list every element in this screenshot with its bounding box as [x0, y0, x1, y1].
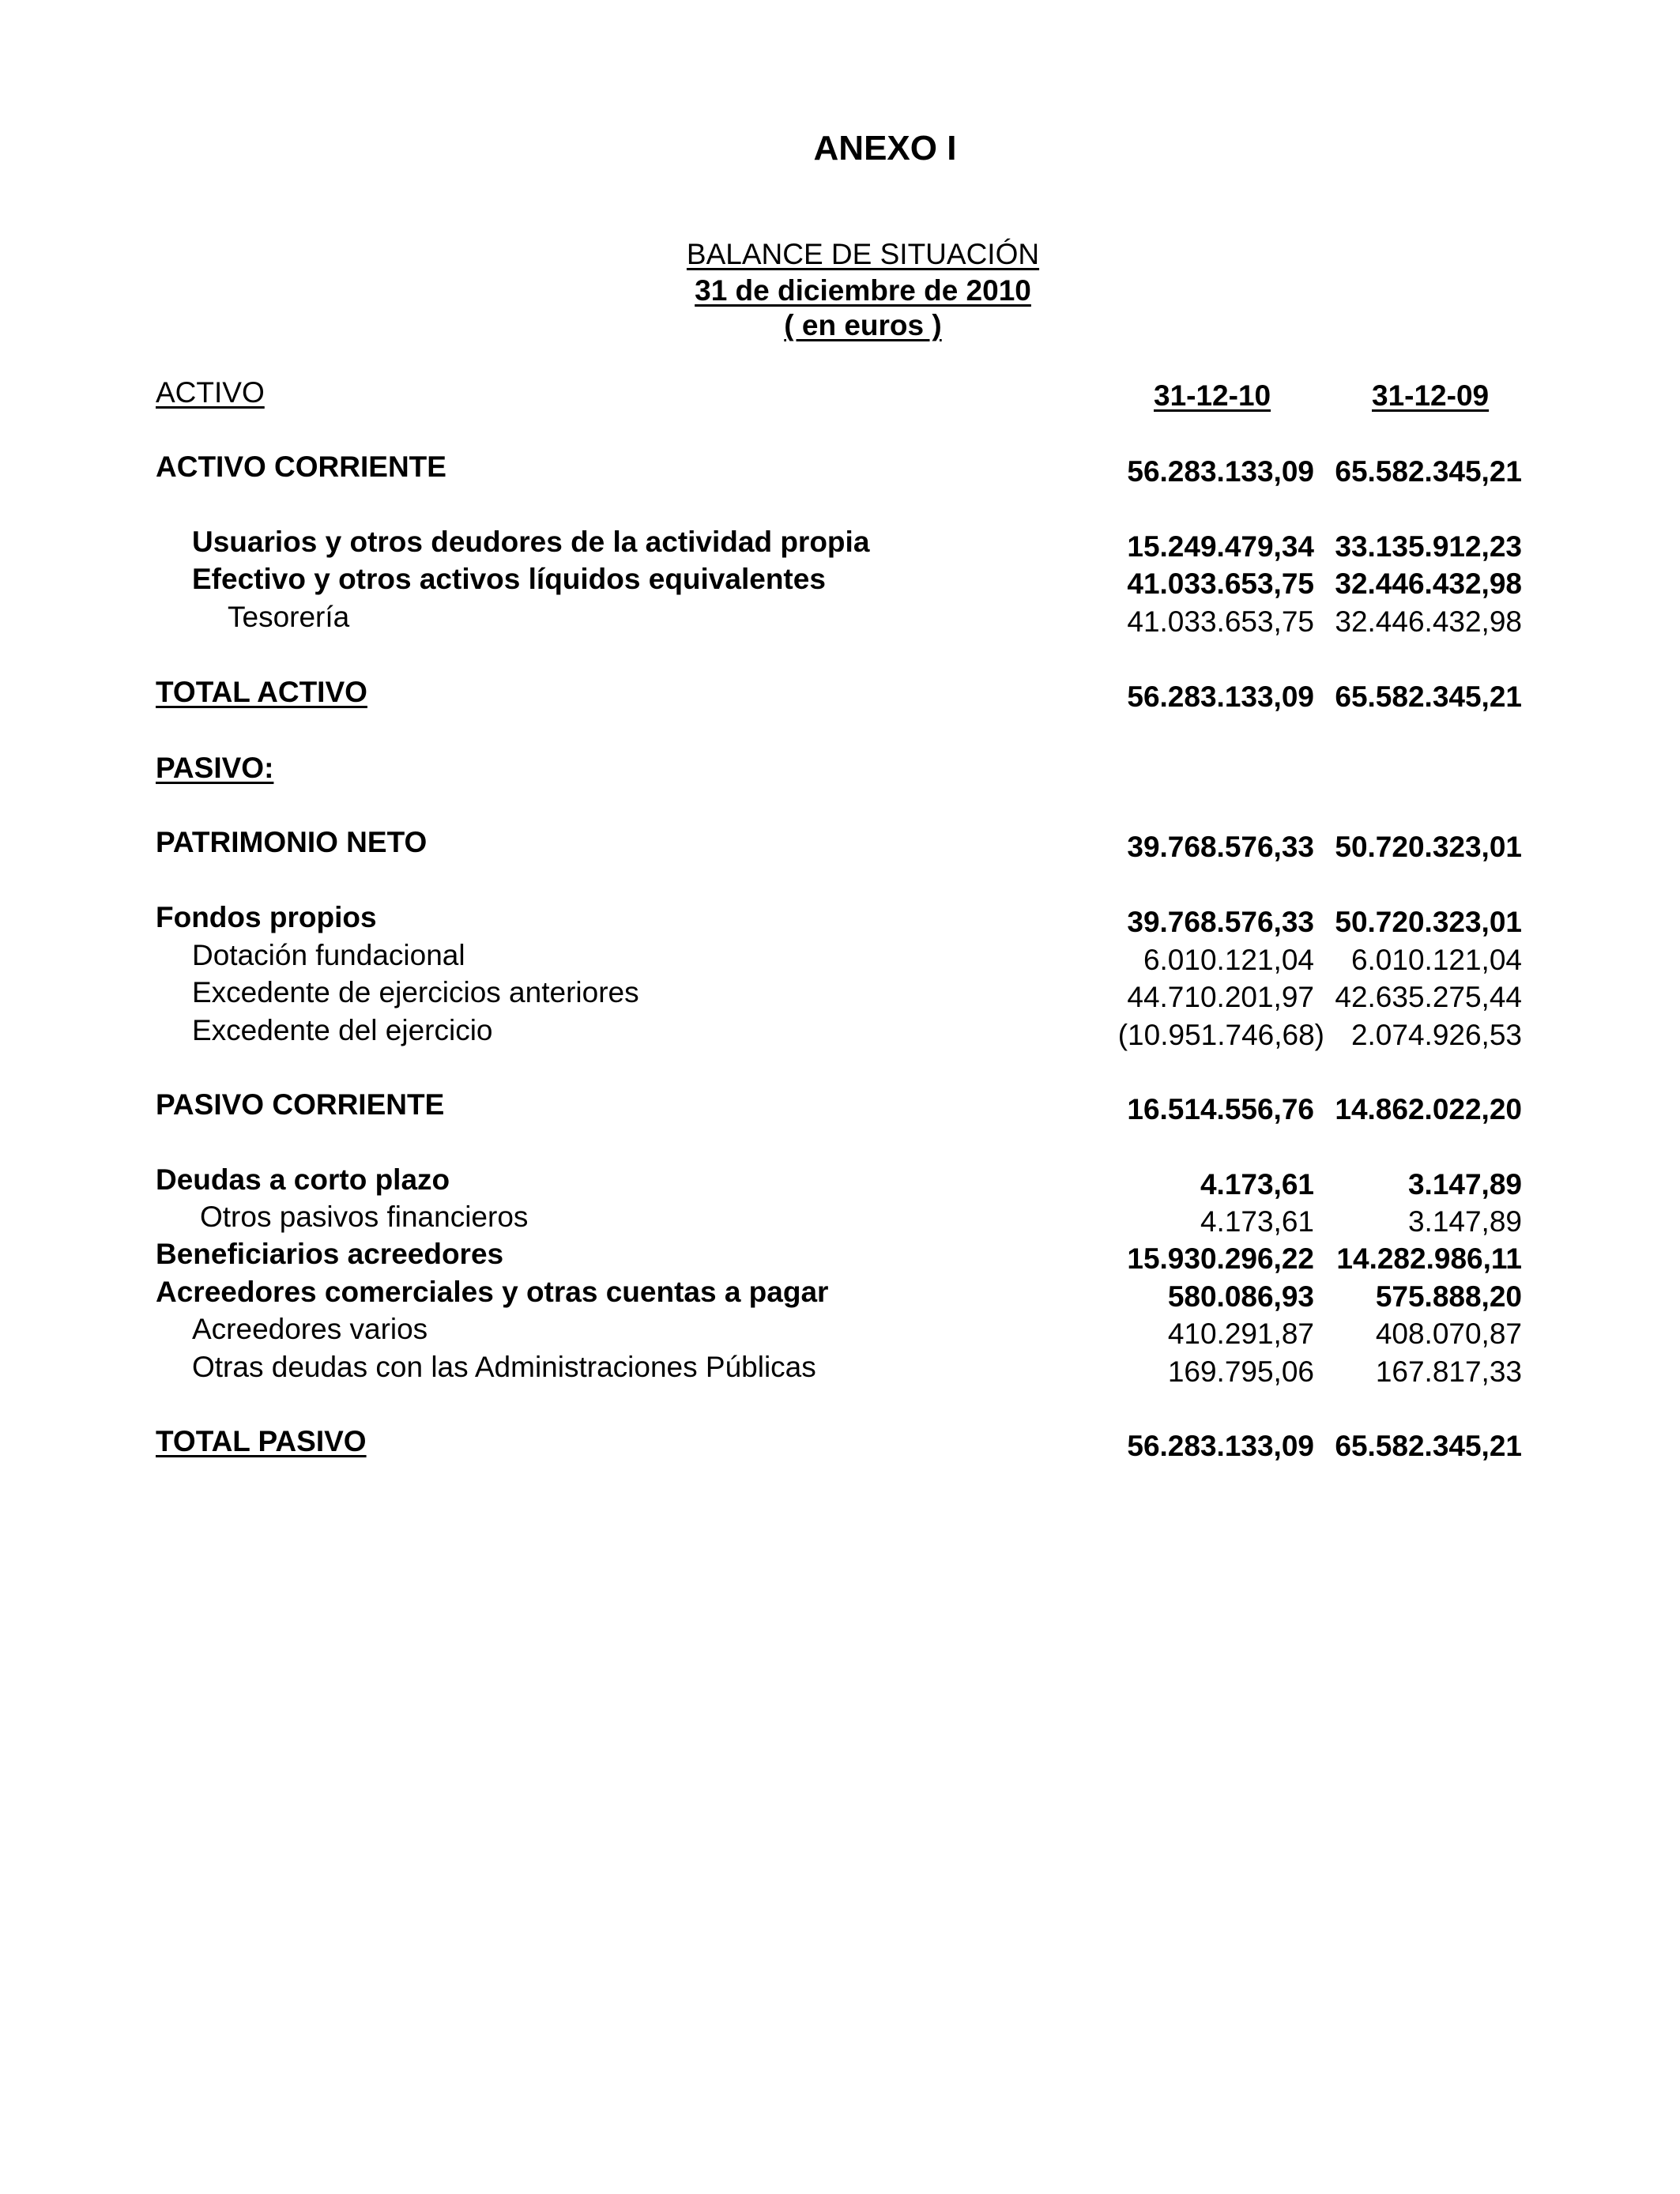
row-value-2010: 410.291,87: [1167, 1318, 1314, 1350]
row-value-2010: 41.033.653,75: [1127, 605, 1314, 638]
row-value-2009: 6.010.121,04: [1350, 944, 1522, 976]
row-value-2009: 65.582.345,21: [1335, 1430, 1522, 1462]
row-label: Deudas a corto plazo: [156, 1163, 450, 1196]
table-row: [0, 1351, 1680, 1390]
row-value-2009: 65.582.345,21: [1335, 455, 1522, 488]
row-label: Beneficiarios acreedores: [156, 1238, 504, 1270]
row-label: Dotación fundacional: [192, 939, 465, 971]
row-value-2009: 65.582.345,21: [1335, 680, 1522, 713]
row-value-2009: 50.720.323,01: [1335, 906, 1522, 938]
row-value-2009: 3.147,89: [1407, 1168, 1522, 1201]
table-row: [0, 563, 1680, 602]
column-header-2010: 31-12-10: [1154, 379, 1271, 412]
row-value-2010: 4.173,61: [1200, 1205, 1314, 1238]
row-label: ACTIVO CORRIENTE: [156, 450, 446, 483]
row-label: Efectivo y otros activos líquidos equivalentes: [192, 563, 826, 595]
row-value-2010: 15.930.296,22: [1127, 1242, 1314, 1275]
report-title: BALANCE DE SITUACIÓN: [686, 238, 1040, 270]
row-value-2010: (10.951.746,68): [1117, 1019, 1324, 1051]
table-row: [0, 1014, 1680, 1054]
row-value-2009: 33.135.912,23: [1335, 530, 1522, 563]
row-value-2010: 44.710.201,97: [1127, 981, 1314, 1013]
row-value-2010: 580.086,93: [1167, 1280, 1314, 1313]
row-value-2009: 2.074.926,53: [1350, 1019, 1522, 1051]
table-row: [0, 526, 1680, 565]
table-row: [0, 976, 1680, 1016]
table-row: [0, 1313, 1680, 1352]
row-value-2010: 15.249.479,34: [1127, 530, 1314, 563]
row-label: Acreedores comerciales y otras cuentas a pagar: [156, 1276, 829, 1308]
row-value-2010: 16.514.556,76: [1127, 1093, 1314, 1125]
row-value-2009: 42.635.275,44: [1335, 981, 1522, 1013]
row-value-2009: 167.817,33: [1375, 1355, 1522, 1388]
row-value-2009: 32.446.432,98: [1335, 567, 1522, 600]
table-row: [0, 939, 1680, 978]
table-row: [0, 1276, 1680, 1315]
row-value-2010: 4.173,61: [1200, 1168, 1314, 1201]
table-row: [0, 450, 1680, 490]
row-value-2009: 408.070,87: [1375, 1318, 1522, 1350]
table-row: [0, 901, 1680, 941]
table-row: [0, 1163, 1680, 1203]
table-row: [0, 826, 1680, 865]
row-value-2009: 575.888,20: [1375, 1280, 1522, 1313]
row-label: Usuarios y otros deudores de la actividad propia: [192, 526, 870, 558]
activo-section-label: ACTIVO: [156, 376, 265, 409]
row-value-2009: 14.282.986,11: [1336, 1242, 1522, 1275]
report-currency: ( en euros ): [784, 309, 942, 341]
row-label: Acreedores varios: [192, 1313, 428, 1345]
report-date: 31 de diciembre de 2010: [695, 274, 1031, 307]
column-header-2009: 31-12-09: [1372, 379, 1490, 412]
row-label: TOTAL PASIVO: [156, 1425, 367, 1457]
row-value-2010: 39.768.576,33: [1127, 906, 1314, 938]
table-row: [0, 601, 1680, 640]
row-value-2010: 41.033.653,75: [1127, 567, 1314, 600]
row-value-2009: 14.862.022,20: [1335, 1093, 1522, 1125]
row-label: PASIVO CORRIENTE: [156, 1088, 445, 1121]
row-value-2010: 56.283.133,09: [1127, 680, 1314, 713]
row-value-2010: 39.768.576,33: [1127, 831, 1314, 863]
row-label: Fondos propios: [156, 901, 377, 933]
pasivo-section-label: PASIVO:: [156, 752, 274, 784]
table-row: [0, 1088, 1680, 1128]
row-label: Otras deudas con las Administraciones Públicas: [192, 1351, 816, 1383]
row-value-2009: 3.147,89: [1407, 1205, 1522, 1238]
row-value-2009: 50.720.323,01: [1335, 831, 1522, 863]
row-label: Excedente del ejercicio: [192, 1014, 493, 1046]
row-label: Excedente de ejercicios anteriores: [192, 976, 639, 1008]
row-label: PATRIMONIO NETO: [156, 826, 428, 858]
row-value-2009: 32.446.432,98: [1335, 605, 1522, 638]
table-row: [0, 1238, 1680, 1277]
row-label: TOTAL ACTIVO: [156, 676, 367, 708]
row-label: Otros pasivos financieros: [200, 1201, 529, 1233]
table-row: [0, 676, 1680, 715]
row-value-2010: 6.010.121,04: [1143, 944, 1314, 976]
row-value-2010: 169.795,06: [1167, 1355, 1314, 1388]
row-label: Tesorería: [228, 601, 350, 633]
table-row: [0, 1201, 1680, 1240]
document-title: ANEXO I: [813, 129, 957, 168]
table-row: [0, 752, 1680, 791]
row-value-2010: 56.283.133,09: [1127, 1430, 1314, 1462]
row-value-2010: 56.283.133,09: [1127, 455, 1314, 488]
table-row: [0, 1425, 1680, 1465]
